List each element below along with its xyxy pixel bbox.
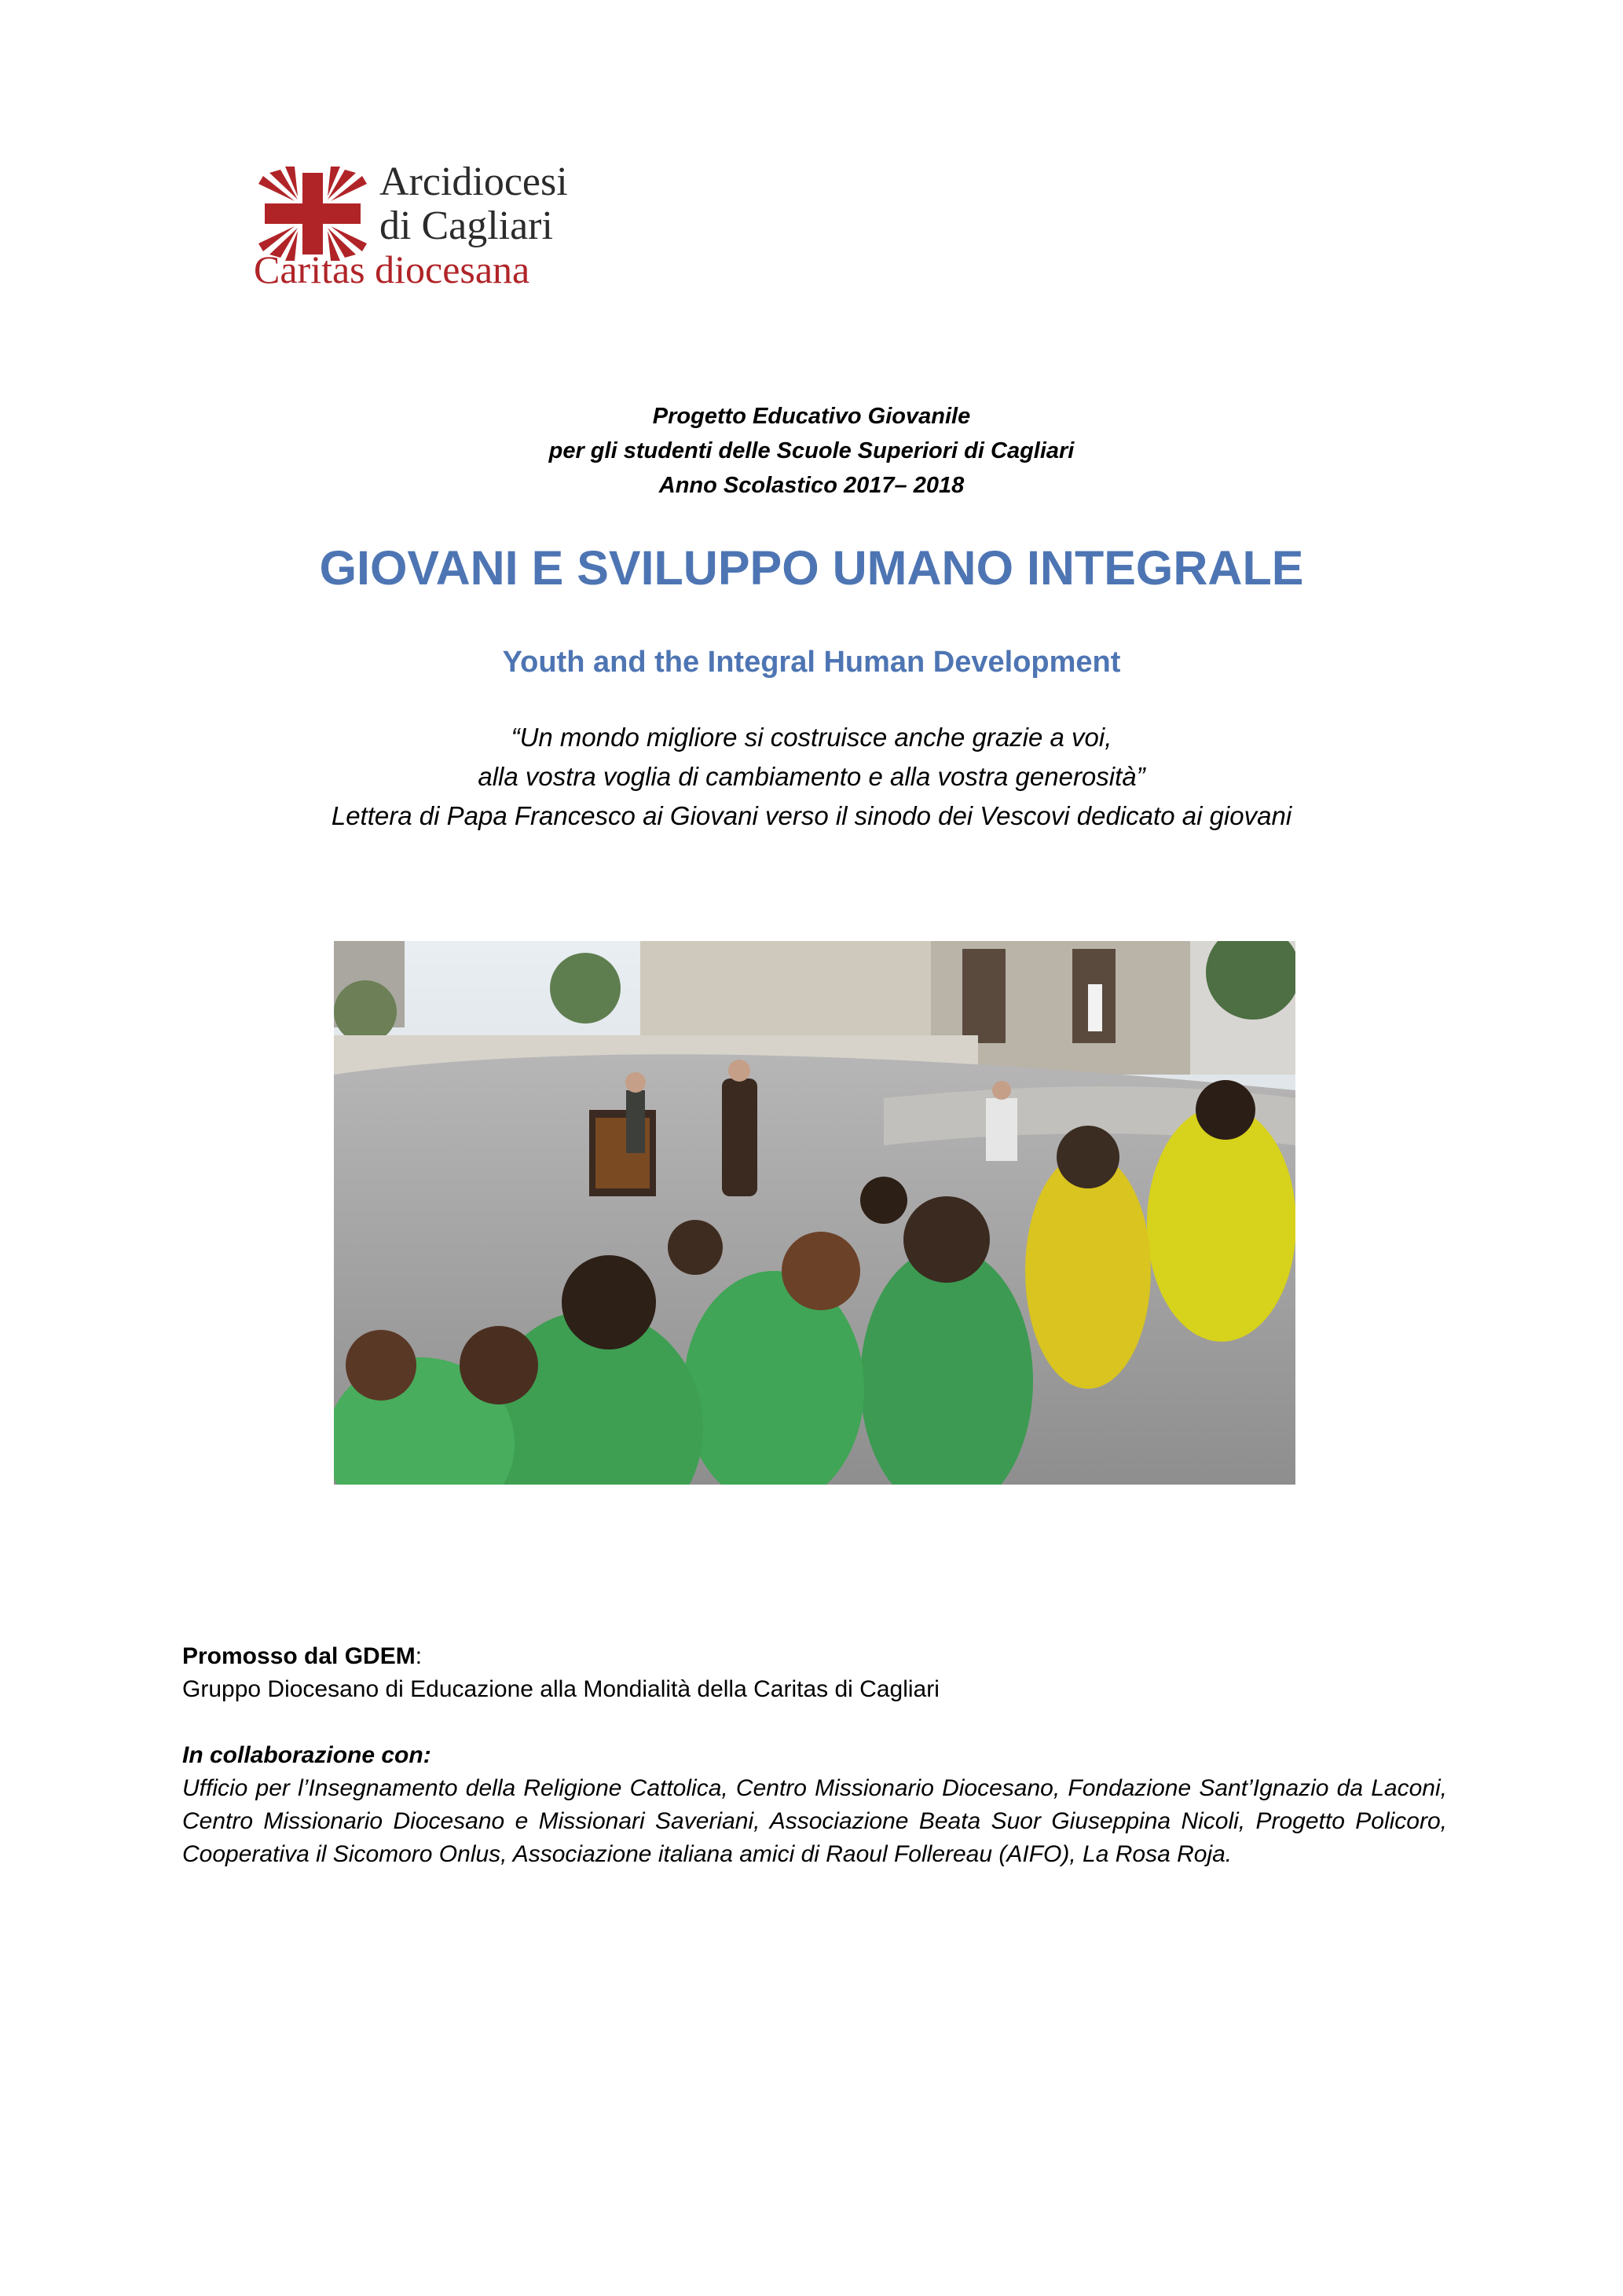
promoted-text: Gruppo Diocesano di Educazione alla Mondialità della Caritas di Cagliari	[182, 1676, 940, 1702]
logo-text-caritas: Caritas diocesana	[254, 247, 530, 291]
promoted-label: Promosso dal GDEM	[182, 1643, 416, 1669]
logo-text-cagliari: di Cagliari	[379, 203, 553, 248]
quote-line-2: alla vostra voglia di cambiamento e alla vostra generosità”	[478, 762, 1145, 791]
caritas-logo	[240, 154, 601, 294]
project-intro	[0, 399, 1623, 503]
logo-text-arcidiocesi: Arcidiocesi	[379, 159, 568, 204]
quote-line-1: “Un mondo migliore si costruisce anche grazie a voi,	[511, 723, 1112, 752]
page-subtitle: Youth and the Integral Human Development	[502, 646, 1121, 679]
page-title: GIOVANI E SVILUPPO UMANO INTEGRALE	[319, 541, 1304, 595]
promoted-heading	[182, 1640, 1447, 1673]
quote-attribution: Lettera di Papa Francesco ai Giovani verso il sinodo dei Vescovi dedicato ai giovani	[331, 801, 1292, 830]
photo-illustration	[334, 941, 1295, 1485]
pope-quote	[0, 718, 1623, 836]
collaboration-text: Ufficio per l’Insegnamento della Religione Cattolica, Centro Missionario Diocesano, Fondazione Sant’Ignazio da Laconi, Centro Missionario Diocesano e Missionari Saveriani, Associazione Beata Suor Giuseppina Nicoli, Progetto Policoro, Cooperativa il Sicomoro Onlus, Associazione italiana amici di Raoul Follereau (AIFO), La Rosa Roja.	[182, 1775, 1447, 1867]
intro-line-3: Anno Scolastico 2017– 2018	[658, 473, 965, 498]
group-photo	[334, 941, 1295, 1485]
collaboration-label: In collaborazione con:	[182, 1742, 431, 1768]
intro-line-1: Progetto Educativo Giovanile	[652, 404, 971, 429]
promoted-colon: :	[415, 1643, 423, 1669]
credits-section	[182, 1640, 1447, 1871]
intro-line-2: per gli studenti delle Scuole Superiori di Cagliari	[548, 438, 1075, 463]
